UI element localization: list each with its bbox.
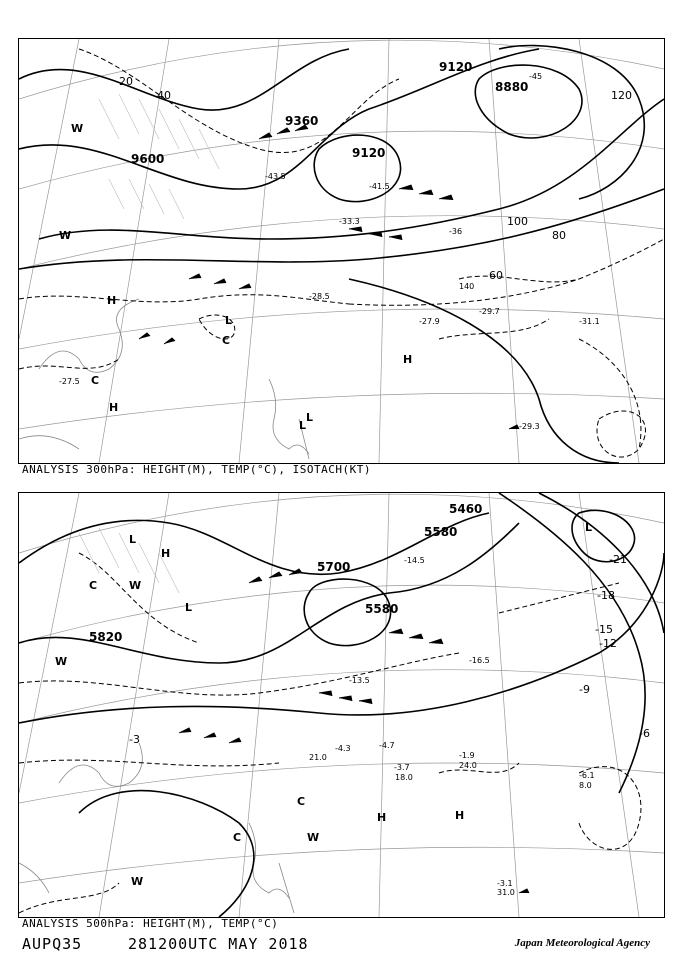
obs-label: 8.0 bbox=[579, 781, 592, 790]
low-symbol: L bbox=[585, 521, 593, 534]
graticule bbox=[19, 493, 664, 917]
obs-label: 31.0 bbox=[497, 888, 515, 897]
isotach-label: 40 bbox=[157, 89, 171, 102]
panel-300hpa bbox=[18, 38, 665, 464]
temp-label: -21 bbox=[609, 553, 627, 566]
high-symbol: H bbox=[403, 353, 413, 366]
temp-label: -29.7 bbox=[479, 307, 500, 316]
pressure-symbols bbox=[55, 521, 592, 888]
high-symbol: H bbox=[107, 294, 117, 307]
wind-barbs bbox=[139, 125, 519, 429]
height-labels bbox=[89, 502, 482, 644]
temp-label: -45 bbox=[529, 72, 543, 81]
temp-contour-labels bbox=[129, 553, 650, 746]
axis-label: 140 bbox=[459, 282, 475, 291]
temp-label: -12 bbox=[599, 637, 617, 650]
height-label: 5580 bbox=[424, 525, 458, 539]
low-symbol: L bbox=[299, 419, 307, 432]
cold-symbol: C bbox=[89, 579, 98, 592]
temp-labels bbox=[59, 72, 600, 431]
low-symbol: L bbox=[306, 411, 314, 424]
height-label: 5580 bbox=[365, 602, 399, 616]
chart-code: AUPQ35 bbox=[22, 935, 83, 953]
height-labels bbox=[131, 60, 528, 166]
isotach-label: 120 bbox=[611, 89, 632, 102]
map-300hpa bbox=[19, 39, 664, 463]
isotach-label: 60 bbox=[489, 269, 503, 282]
obs-label: -1.9 bbox=[459, 751, 475, 760]
cold-symbol: C bbox=[297, 795, 306, 808]
warm-symbol: W bbox=[307, 831, 320, 844]
temp-label: -29.3 bbox=[519, 422, 540, 431]
cold-symbol: C bbox=[91, 374, 100, 387]
high-symbol: H bbox=[161, 547, 171, 560]
temp-label: -41.5 bbox=[369, 182, 390, 191]
obs-label: -16.5 bbox=[469, 656, 490, 665]
height-label: 9120 bbox=[352, 146, 386, 160]
map-500hpa bbox=[19, 493, 664, 917]
height-contours bbox=[19, 493, 664, 917]
low-symbol: L bbox=[225, 314, 233, 327]
cold-symbol: C bbox=[233, 831, 242, 844]
caption-300hpa: ANALYSIS 300hPa: HEIGHT(M), TEMP(°C), ISOTACH(KT) bbox=[22, 463, 372, 476]
height-label: 8880 bbox=[495, 80, 529, 94]
warm-symbol: W bbox=[59, 229, 72, 242]
high-symbol: H bbox=[455, 809, 465, 822]
isotherms bbox=[19, 553, 641, 913]
isotachs bbox=[19, 49, 664, 457]
obs-label: -3.7 bbox=[394, 763, 410, 772]
temp-label: -9 bbox=[579, 683, 590, 696]
obs-label: -4.3 bbox=[335, 744, 351, 753]
temp-label: -18 bbox=[597, 589, 615, 602]
temp-label: -3 bbox=[129, 733, 140, 746]
temp-label: -33.3 bbox=[339, 217, 360, 226]
temp-label: -15 bbox=[595, 623, 613, 636]
temp-label: -27.5 bbox=[59, 377, 80, 386]
valid-time: 281200UTC MAY 2018 bbox=[128, 935, 309, 953]
temp-label: -28.5 bbox=[309, 292, 330, 301]
warm-symbol: W bbox=[131, 875, 144, 888]
low-symbol: L bbox=[129, 533, 137, 546]
isotach-label: 80 bbox=[552, 229, 566, 242]
height-label: 5820 bbox=[89, 630, 123, 644]
caption-500hpa: ANALYSIS 500hPa: HEIGHT(M), TEMP(°C) bbox=[22, 917, 279, 930]
obs-label: 18.0 bbox=[395, 773, 413, 782]
high-symbol: H bbox=[377, 811, 387, 824]
temp-label: -27.9 bbox=[419, 317, 440, 326]
height-label: 9360 bbox=[285, 114, 319, 128]
obs-label: -14.5 bbox=[404, 556, 425, 565]
temp-label: -6 bbox=[639, 727, 650, 740]
agency-name: Japan Meteorological Agency bbox=[514, 937, 650, 949]
isotach-label: 20 bbox=[119, 75, 133, 88]
warm-symbol: W bbox=[55, 655, 68, 668]
panel-500hpa bbox=[18, 492, 665, 918]
height-label: 5460 bbox=[449, 502, 483, 516]
cold-symbol: C bbox=[222, 334, 231, 347]
obs-label: -13.5 bbox=[349, 676, 370, 685]
graticule bbox=[19, 39, 664, 463]
temp-label: -43.5 bbox=[265, 172, 286, 181]
obs-label: 21.0 bbox=[309, 753, 327, 762]
height-label: 9120 bbox=[439, 60, 473, 74]
obs-label: -3.1 bbox=[497, 879, 513, 888]
height-label: 9600 bbox=[131, 152, 165, 166]
warm-symbol: W bbox=[71, 122, 84, 135]
warm-symbol: W bbox=[129, 579, 142, 592]
obs-label: 24.0 bbox=[459, 761, 477, 770]
obs-label: -4.7 bbox=[379, 741, 395, 750]
low-symbol: L bbox=[185, 601, 193, 614]
temp-label: -36 bbox=[449, 227, 463, 236]
height-label: 5700 bbox=[317, 560, 351, 574]
wind-barbs bbox=[179, 569, 529, 893]
temp-label: -31.1 bbox=[579, 317, 600, 326]
isotach-label: 100 bbox=[507, 215, 528, 228]
obs-label: -6.1 bbox=[579, 771, 595, 780]
obs-labels bbox=[309, 556, 595, 897]
high-symbol: H bbox=[109, 401, 119, 414]
